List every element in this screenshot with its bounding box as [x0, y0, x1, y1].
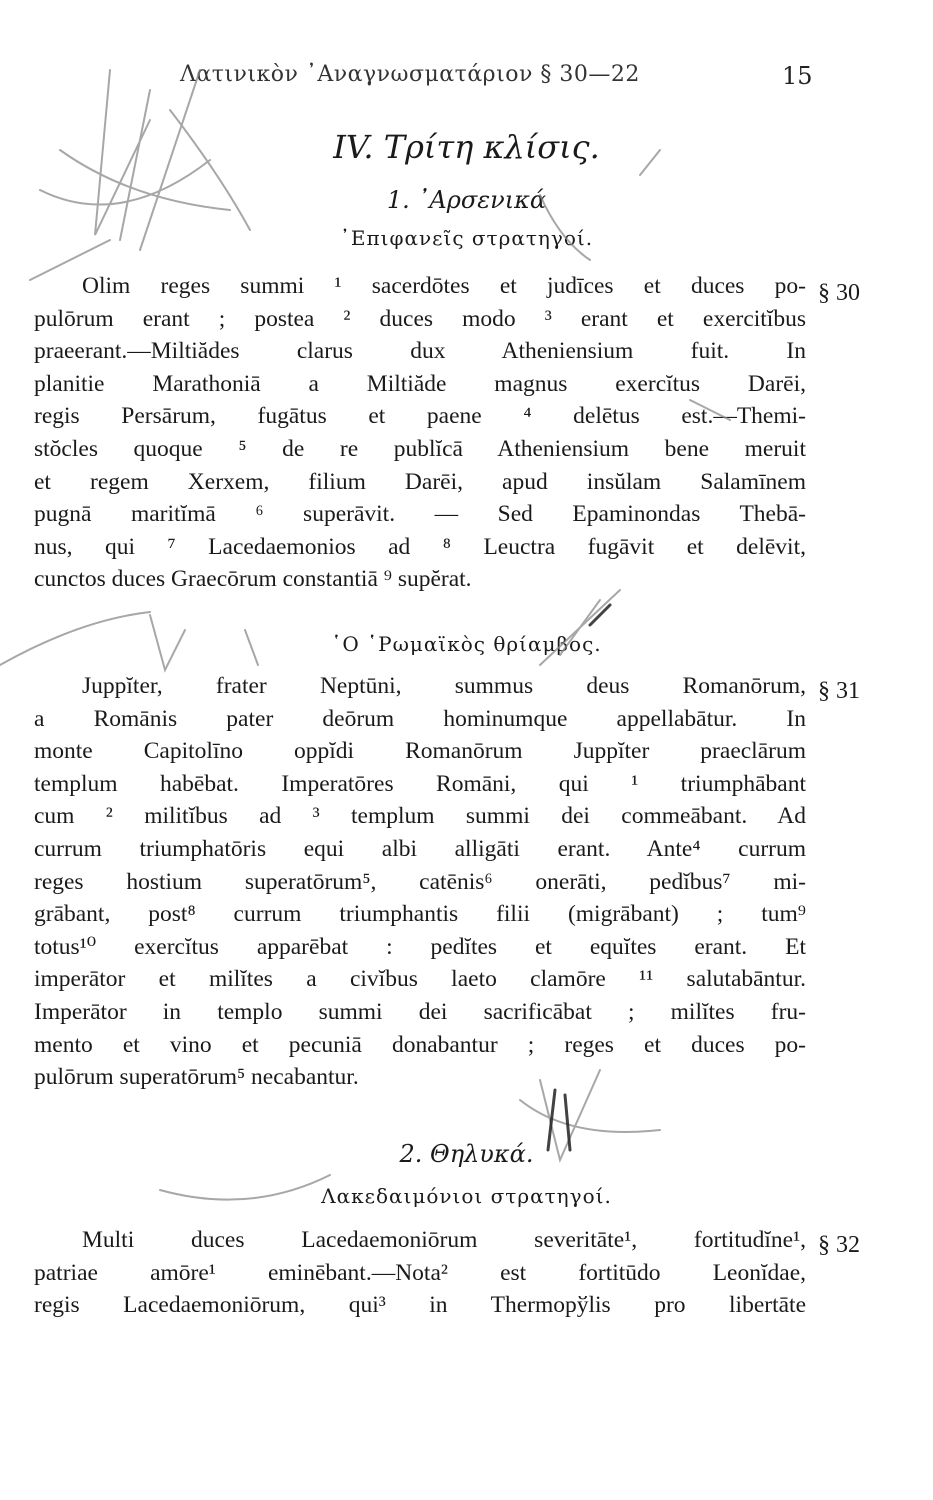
text-line: Juppĭter, frater Neptūni, summus deus Romanōrum, — [82, 673, 806, 699]
text-line: regis Lacedaemoniōrum, qui³ in Thermopўlis pro libertāte — [34, 1292, 806, 1319]
section-marker-31: § 31 — [818, 678, 860, 704]
text-line: et regem Xerxem, filium Darēi, apud insŭlam Salamīnem — [34, 468, 806, 495]
text-line: nus, qui ⁷ Lacedaemonios ad ⁸ Leuctra fugāvit et delēvit, — [34, 533, 806, 560]
section-1-title: 1. ᾿Αρσενικά — [386, 186, 547, 214]
subheading-lacedaemonian-generals: Λακεδαιμόνιοι στρατηγοί. — [321, 1184, 612, 1208]
text-line: stŏcles quoque ⁵ de re publĭcā Atheniensium bene meruit — [34, 435, 806, 462]
text-line: cunctos duces Graecōrum constantiā ⁹ supĕrat. — [34, 566, 472, 593]
section-marker-32: § 32 — [818, 1232, 860, 1258]
text-line: Olim reges summi ¹ sacerdōtes et judīces et duces po- — [82, 273, 806, 299]
text-line: grābant, post⁸ currum triumphantis filii (migrābant) ; tum⁹ — [34, 901, 806, 928]
text-line: monte Capitolīno oppĭdi Romanōrum Juppĭter praeclārum — [34, 738, 806, 765]
text-line: currum triumphatōris equi albi alligāti erant. Ante⁴ currum — [34, 835, 806, 862]
text-line: mento et vino et pecuniā donabantur ; reges et duces po- — [34, 1031, 806, 1058]
text-line: pulōrum erant ; postea ² duces modo ³ erant et exercitĭbus — [34, 305, 806, 332]
running-head: Λατινικὸν ᾿Αναγνωσματάριον § 30—22 — [180, 62, 640, 87]
subheading-famous-generals: ᾿Επιφανεῖς στρατηγοί. — [339, 226, 594, 250]
paragraph-32 — [34, 1224, 806, 1322]
pencil-mark — [520, 1100, 660, 1132]
text-line: praeerant.—Miltiădes clarus dux Atheniensium fuit. In — [34, 338, 806, 365]
subheading-roman-triumph: ῾Ο ῾Ρωμαϊκὸς θρίαμβος. — [331, 632, 602, 656]
paragraph-31 — [34, 670, 806, 1094]
text-line: a Romānis pater deōrum hominumque appellabātur. In — [34, 705, 806, 732]
text-line: imperātor et milĭtes a civĭbus laeto clamōre ¹¹ salutabāntur. — [34, 966, 806, 993]
section-2-title: 2. Θηλυκά. — [399, 1140, 534, 1168]
text-line: Multi duces Lacedaemoniōrum severitāte¹, fortitudĭne¹, — [82, 1227, 806, 1253]
text-line: pugnā maritĭmā ⁶ superāvit. — Sed Epaminondas Thebā- — [34, 501, 806, 528]
section-marker-30: § 30 — [818, 280, 860, 306]
text-line: totus¹⁰ exercĭtus apparēbat : pedĭtes et equĭtes erant. Et — [34, 933, 806, 960]
text-line: cum ² militĭbus ad ³ templum summi dei commeābant. Ad — [34, 803, 806, 830]
text-line: regis Persārum, fugātus et paene ⁴ delētus est.—Themi- — [34, 403, 806, 430]
paragraph-30 — [34, 270, 806, 596]
text-line: patriae amōre¹ eminēbant.—Nota² est fortitūdo Leonĭdae, — [34, 1259, 806, 1286]
chapter-title: IV. Τρίτη κλίσις. — [333, 128, 600, 166]
text-line: templum habēbat. Imperatōres Romāni, qui ¹ triumphābant — [34, 770, 806, 797]
page-number: 15 — [782, 62, 813, 90]
text-line: Imperātor in templo summi dei sacrificābat ; milĭtes fru- — [34, 998, 806, 1025]
text-line: reges hostium superatōrum⁵, catēnis⁶ onerāti, pedĭbus⁷ mi- — [34, 868, 806, 895]
text-line: planitie Marathoniā a Miltiăde magnus exercĭtus Darēi, — [34, 370, 806, 397]
text-line: pulōrum superatōrum⁵ necabantur. — [34, 1064, 359, 1091]
pen-mark — [590, 605, 610, 625]
